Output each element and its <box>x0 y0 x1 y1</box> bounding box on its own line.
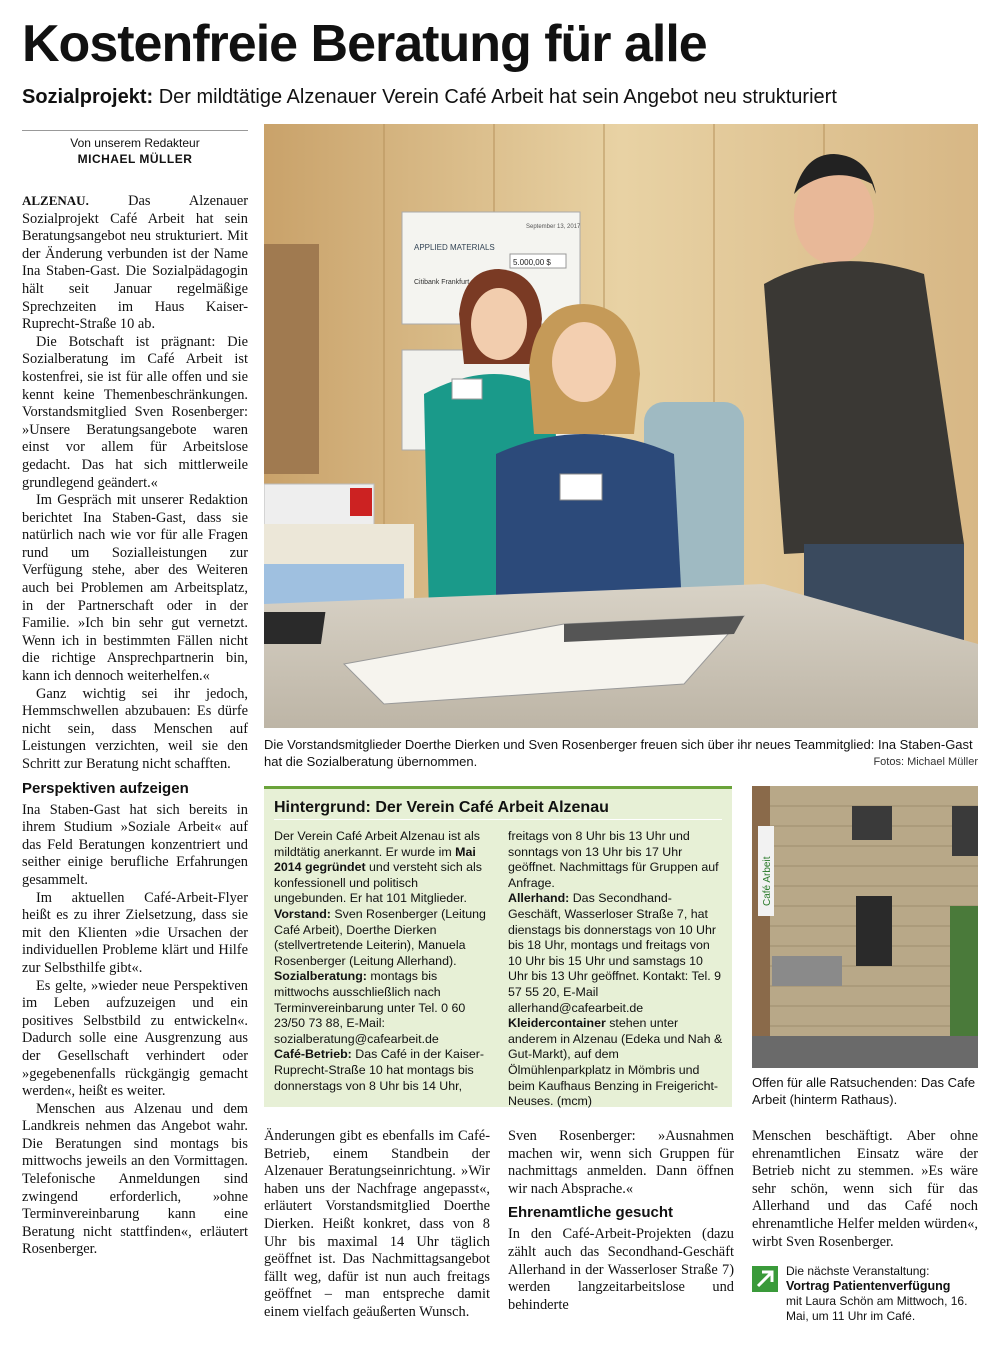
cheque-date: September 13, 2017 <box>526 224 581 230</box>
cheque-bank: Citibank Frankfurt <box>414 279 470 286</box>
cheque-brand: APPLIED MATERIALS <box>414 243 495 252</box>
box-label: Sozialberatung: <box>274 969 367 984</box>
byline <box>22 130 248 167</box>
box-label: Vorstand: <box>274 906 331 921</box>
paragraph: Im aktuellen Café-Arbeit-Flyer heißt es zu ihrer Zielsetzung, dass sie mit den Klienten »die Ursachen der individuellen Probleme klärt und Hilfe zur Selbsthilfe gibt«. <box>22 889 248 976</box>
building-photo <box>752 786 978 1068</box>
article-column-3 <box>508 1128 734 1314</box>
paragraph: Menschen beschäftigt. Aber ohne ehrenamtlichen Einsatz wäre der Betrieb nicht zu stemmen. »Es wäre sehr schön, wenn sich für das Allerhand und das Café noch ehrenamtliche Helfer melden würden«, wirbt Sven Rosenberger. <box>752 1128 978 1250</box>
box-label: Allerhand: <box>508 891 570 906</box>
article-column-4 <box>752 1128 978 1251</box>
building-photo-illustration <box>752 786 978 1068</box>
photo-credit: Fotos: Michael Müller <box>873 756 978 768</box>
event-title: Vortrag Patientenverfügung <box>786 1279 951 1293</box>
box-text: und versteht sich als konfessionell und politisch ungebunden. Er hat 101 Mitglieder. <box>274 860 482 906</box>
box-text: freitags von 8 Uhr bis 13 Uhr und sonntags von 13 Uhr bis 17 Uhr geöffnet. Nachmittags für Gruppen auf Anfrage. <box>508 829 719 890</box>
cheque-amount: 5.000,00 $ <box>513 258 551 267</box>
box-column-2 <box>508 829 724 1110</box>
main-photo-illustration <box>264 124 978 728</box>
dateline: ALZENAU. <box>22 193 89 208</box>
box-title: Hintergrund: Der Verein Café Arbeit Alzenau <box>274 797 722 820</box>
paragraph: Im Gespräch mit unserer Redaktion berichtet Ina Staben-Gast, dass sie natürlich nach wie vor für alle Fragen rund um Sozialleistungen zur Verfügung stehe, aber des Weiteren auch bei Problemen am Arbeitsplatz, in der Partnerschaft oder in der Familie. »Ich bin sehr gut vernetzt. Wenn ich in bestimmten Fällen nicht die richtige Ansprechpartnerin bin, kann ich dennoch weiterhelfen.« <box>22 492 248 685</box>
paragraph: Die Botschaft ist prägnant: Die Sozialberatung im Café Arbeit ist kostenfrei, sie ist für alle offen und sie kennt keine Themenbeschränkungen. Vorstandsmitglied Sven Rosenberger: »Unsere Beratungsangebote waren einst vor allem für Arbeitslose gedacht. Das hat sich mittlerweile grundlegend geändert.« <box>22 333 248 491</box>
paragraph: Ina Staben-Gast hat sich bereits in ihrem Studium »Soziale Arbeit« auf das Feld Beratungen konzentriert und seither einige berufliche Erfahrungen gesammelt. <box>22 801 248 888</box>
subline-text: Der mildtätige Alzenauer Verein Café Arbeit hat sein Angebot neu strukturiert <box>158 86 837 108</box>
box-label: Café-Betrieb: <box>274 1047 352 1062</box>
box-text: Sven Rosenberger (Leitung Café Arbeit), Doerthe Dierken (stellvertretende Leiterin), Manuela Rosenberger (Leitung Allerhand). <box>274 906 486 968</box>
article-column-1 <box>22 192 248 1259</box>
box-label: Kleidercontainer <box>508 1016 606 1031</box>
paragraph: Es gelte, »wieder neue Perspektiven im Leben aufzuzeigen und ein positives Selbstbild zu entwickeln«. Dadurch solle eine Ausgrenzung aus der Gesellschaft verhindert oder »gegebenenfalls rückgängig gemacht werden«, heißt es weiter. <box>22 977 248 1100</box>
event-label: Die nächste Veranstaltung: <box>786 1264 930 1278</box>
background-info-box <box>264 786 732 1107</box>
arrow-icon <box>752 1266 778 1292</box>
building-photo-caption: Offen für alle Ratsuchenden: Das Cafe Arbeit (hinterm Rathaus). <box>752 1075 976 1107</box>
box-text: stehen unter anderem in Alzenau (Edeka und Nah & Gut-Markt), auf dem Ölmühlenparkplatz in Mömbris und beim Kaufhaus Benzing in Freigericht-Neuses. (mcm) <box>508 1016 723 1109</box>
byline-author: MICHAEL MÜLLER <box>77 152 193 166</box>
paragraph: Sven Rosenberger: »Ausnahmen machen wir, wenn sich Gruppen für nachmittags anmelden. Dann öffnen wir nach Absprache.« <box>508 1128 734 1197</box>
box-highlight: Mai 2014 gegründet <box>274 844 476 875</box>
subline-kicker: Sozialprojekt: <box>22 86 154 108</box>
subline <box>22 84 982 110</box>
article-column-2 <box>264 1128 490 1322</box>
caption-text: Die Vorstandsmitglieder Doerthe Dierken und Sven Rosenberger freuen sich über ihr neues Teammitglied: Ina Staben-Gast hat die Sozialberatung übernommen. <box>264 737 973 769</box>
subheading: Perspektiven aufzeigen <box>22 779 189 797</box>
main-photo-caption <box>264 736 978 771</box>
paragraph <box>22 192 248 334</box>
paragraph: In den Café-Arbeit-Projekten (dazu zählt auch das Secondhand-Geschäft Allerhand in der Wasserloser Straße 7) werden langzeitarbeitslose und behinderte <box>508 1226 734 1313</box>
subheading: Ehrenamtliche gesucht <box>508 1204 674 1222</box>
byline-prefix: Von unserem Redakteur <box>70 136 200 150</box>
paragraph: Ganz wichtig sei ihr jedoch, Hemmschwellen abzubauen: Es dürfe nicht sein, dass Menschen auf Leistungen verzichten, weil sie den Schritt zur Beratung nicht schafften. <box>22 685 248 772</box>
box-text: montags bis mittwochs ausschließlich nach Terminvereinbarung unter Tel. 0 60 23/50 73 88, E-Mail: sozialberatung@cafearbeit.de <box>274 969 466 1046</box>
paragraph: Menschen aus Alzenau und dem Landkreis nehmen das Angebot wahr. Die Beratungen sind montags bis mittwochs jeweils an den Vormittagen. Telefonische Anmeldungen sind zwingend erforderlich, »ohne Terminvereinbarung kann eine Beratung nicht stattfinden«, erläutert Rosenberger. <box>22 1100 248 1258</box>
headline: Kostenfreie Beratung für alle <box>22 15 707 73</box>
box-text: Das Café in der Kaiser-Ruprecht-Straße 10 hat montags bis donnerstags von 8 Uhr bis 14 Uhr, <box>274 1047 485 1093</box>
box-column-1 <box>274 829 490 1094</box>
cafe-sign: Café Arbeit <box>762 856 773 906</box>
event-info <box>752 1264 978 1324</box>
paragraph-text: Das Alzenauer Sozialprojekt Café Arbeit hat sein Beratungsangebot neu strukturiert. Mit der Änderung verbunden ist der Name Ina Staben-Gast. Die Sozialpädagogin hält seit Januar regelmäßige Sprechzeiten im Haus Kaiser-Ruprecht-Straße 10 ab. <box>22 193 248 333</box>
main-photo <box>264 124 978 728</box>
box-text: Das Secondhand-Geschäft, Wasserloser Straße 7, hat dienstags bis donnerstags von 10 Uhr bis 18 Uhr, montags und freitags von 10 Uhr bis 15 Uhr und samstags 10 Uhr bis 13 Uhr geöffnet. Kontakt: Tel. 9 57 55 20, E-Mail allerhand@cafearbeit.de <box>508 891 722 1015</box>
paragraph: Änderungen gibt es ebenfalls im Café-Betrieb, einem Standbein der Alzenauer Beratungseinrichtung. »Wir haben uns der Nachfrage angepasst«, erläutert Vorstandsmitglied Doerthe Dierken. Heißt konkret, dass von 8 Uhr bis maximal 14 Uhr täglich geöffnet ist. Das Nachmittagsangebot fällt weg, dafür ist nun auch freitags geöffnet – man entspreche damit einem vielfach geäußerten Wunsch. <box>264 1128 490 1320</box>
event-details: mit Laura Schön am Mittwoch, 16. Mai, um 11 Uhr im Café. <box>786 1294 968 1323</box>
box-text: Der Verein Café Arbeit Alzenau ist als mildtätig anerkannt. Er wurde im <box>274 829 480 859</box>
